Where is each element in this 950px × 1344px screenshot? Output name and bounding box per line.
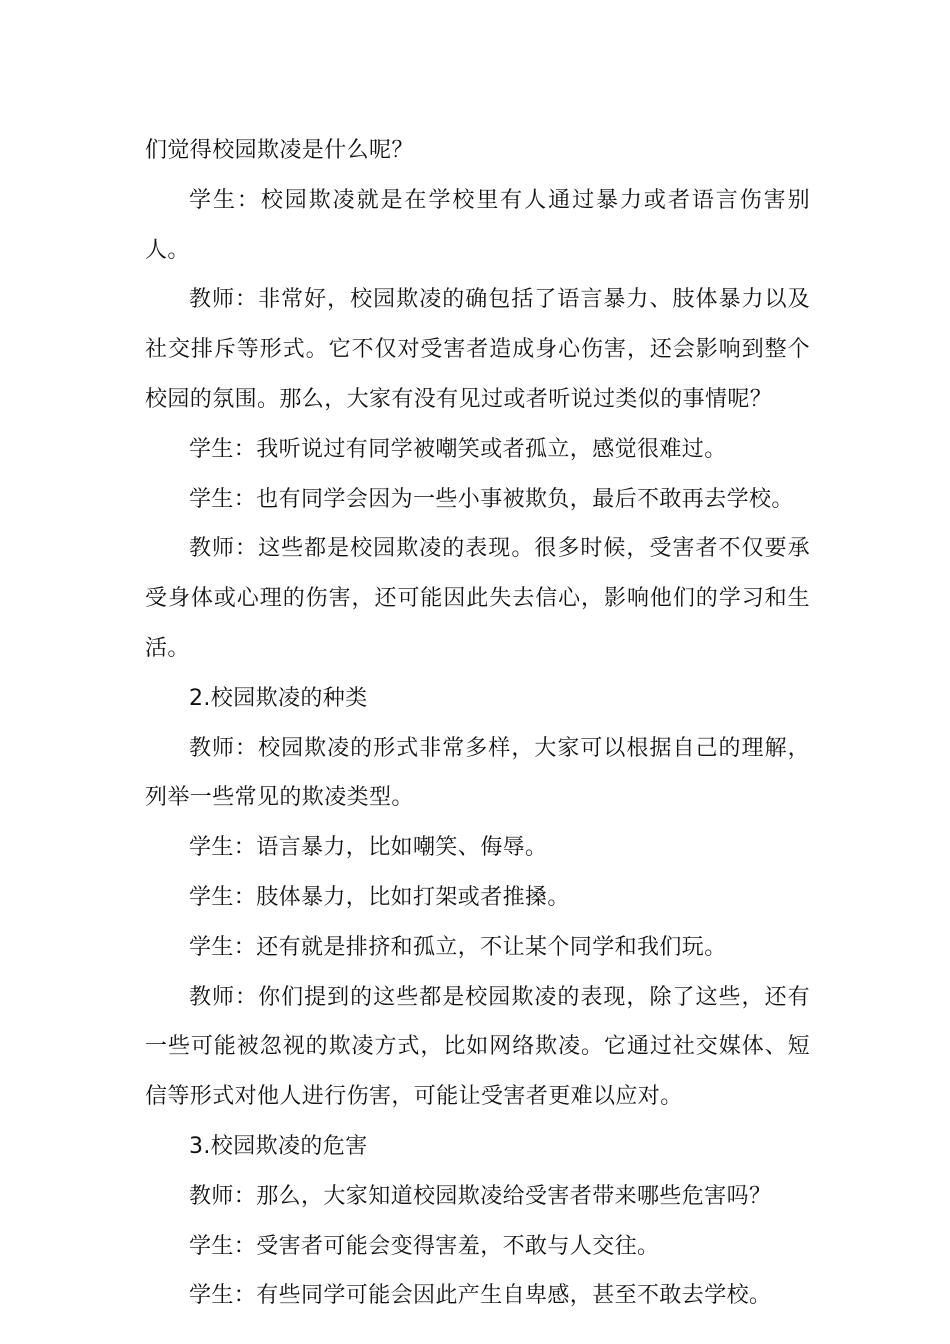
paragraph: 学生：语言暴力，比如嘲笑、侮辱。 bbox=[189, 835, 548, 861]
paragraph: 学生：有些同学可能会因此产生自卑感，甚至不敢去学校。 bbox=[189, 1283, 772, 1309]
paragraph: 学生：我听说过有同学被嘲笑或者孤立，感觉很难过。 bbox=[189, 436, 727, 462]
paragraph: 学生：还有就是排挤和孤立，不让某个同学和我们玩。 bbox=[189, 934, 727, 960]
paragraph: 学生：校园欺凌就是在学校里有人通过暴力或者语言伤害别人。 bbox=[145, 187, 810, 263]
paragraph: 学生：也有同学会因为一些小事被欺负，最后不敢再去学校。 bbox=[189, 486, 794, 512]
section-heading: 3.校园欺凌的危害 bbox=[189, 1133, 368, 1159]
paragraph: 学生：肢体暴力，比如打架或者推搡。 bbox=[189, 884, 570, 910]
paragraph: 们觉得校园欺凌是什么呢？ bbox=[145, 138, 414, 163]
paragraph: 教师：校园欺凌的形式非常多样，大家可以根据自己的理解，列举一些常见的欺凌类型。 bbox=[145, 735, 810, 811]
paragraph: 教师：这些都是校园欺凌的表现。很多时候，受害者不仅要承受身体或心理的伤害，还可能因此失去信心，影响他们的学习和生活。 bbox=[145, 536, 810, 661]
document-body bbox=[145, 126, 810, 1321]
paragraph: 教师：非常好，校园欺凌的确包括了语言暴力、肢体暴力以及社交排斥等形式。它不仅对受害者造成身心伤害，还会影响到整个校园的氛围。那么，大家有没有见过或者听说过类似的事情呢？ bbox=[145, 287, 810, 412]
paragraph: 教师：你们提到的这些都是校园欺凌的表现，除了这些，还有一些可能被忽视的欺凌方式，比如网络欺凌。它通过社交媒体、短信等形式对他人进行伤害，可能让受害者更难以应对。 bbox=[145, 984, 810, 1110]
section-heading: 2.校园欺凌的种类 bbox=[189, 685, 368, 711]
paragraph: 学生：受害者可能会变得害羞，不敢与人交往。 bbox=[189, 1233, 660, 1259]
paragraph: 教师：那么，大家知道校园欺凌给受害者带来哪些危害吗？ bbox=[189, 1183, 772, 1209]
